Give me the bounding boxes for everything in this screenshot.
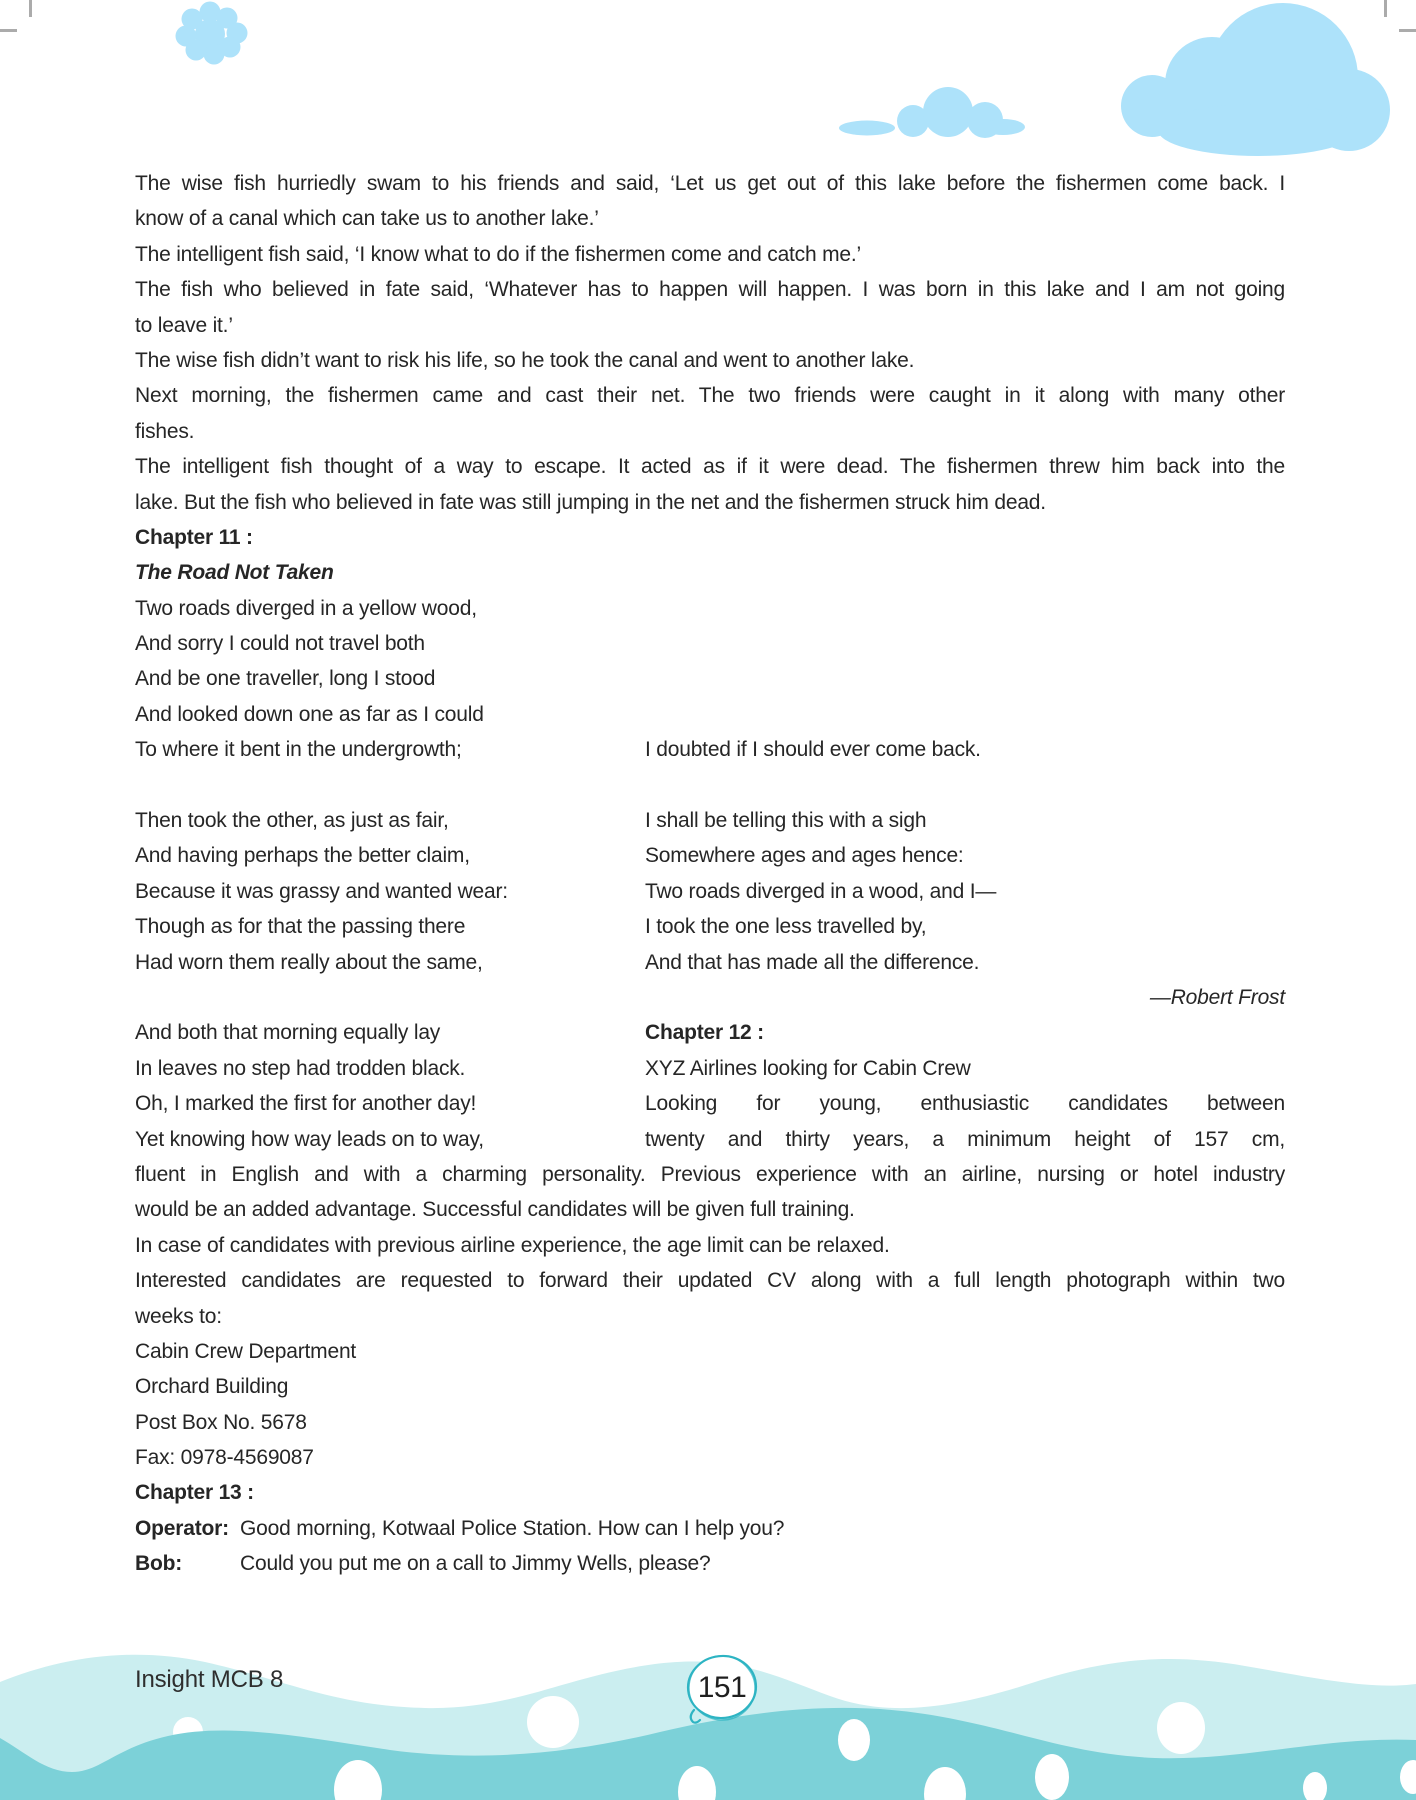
story-line: lake. But the fish who believed in fate was still jumping in the net and the fishermen struck him dead. — [135, 490, 1046, 514]
small-cloud-icon — [839, 87, 1025, 138]
poem-row — [135, 732, 1285, 767]
poem-line: And that has made all the difference. — [645, 950, 980, 974]
footer-book-title: Insight MCB 8 — [135, 1666, 284, 1693]
ad-line: weeks to: — [135, 1304, 222, 1328]
ad-line: Looking for young, enthusiastic candidates between — [645, 1092, 1285, 1116]
ad-title: XYZ Airlines looking for Cabin Crew — [645, 1056, 971, 1080]
poem-line: Oh, I marked the first for another day! — [135, 1092, 477, 1116]
dialogue-speaker: Bob: — [135, 1552, 183, 1576]
poem-line: And be one traveller, long I stood — [135, 667, 436, 691]
ad-line: fluent in English and with a charming personality. Previous experience with an airline, nursing or hotel industry — [135, 1162, 1285, 1186]
poem-line: Because it was grassy and wanted wear: — [135, 879, 508, 903]
poem-row — [135, 1051, 1285, 1086]
poem-line: Two roads diverged in a yellow wood, — [135, 596, 477, 620]
large-cloud-icon — [1121, 3, 1390, 156]
dialogue-text: Could you put me on a call to Jimmy Wells, please? — [240, 1552, 711, 1576]
cloud-decoration — [0, 0, 1416, 175]
poem-line: And having perhaps the better claim, — [135, 844, 470, 868]
page-number: 151 — [697, 1671, 747, 1704]
story-line: fishes. — [135, 419, 195, 443]
chapter-13-heading: Chapter 13 : — [135, 1481, 254, 1505]
poem-line: Though as for that the passing there — [135, 915, 466, 939]
page-content — [135, 166, 1285, 1582]
contact-line: Post Box No. 5678 — [135, 1410, 307, 1434]
story-line: The fish who believed in fate said, ‘Whatever has to happen will happen. I was born in this lake and I am not going — [135, 278, 1285, 302]
chapter-12-heading: Chapter 12 : — [645, 1021, 764, 1045]
poem-line: Had worn them really about the same, — [135, 950, 483, 974]
poem-line: In leaves no step had trodden black. — [135, 1056, 466, 1080]
poem-row — [135, 909, 1285, 944]
chapter-11-heading: Chapter 11 : — [135, 525, 253, 549]
poem-line: And both that morning equally lay — [135, 1021, 441, 1045]
story-line: to leave it.’ — [135, 313, 233, 337]
bubble-notch — [527, 1696, 579, 1748]
poem-line: Then took the other, as just as fair, — [135, 809, 449, 833]
contact-line: Fax: 0978-4569087 — [135, 1446, 314, 1470]
story-line: know of a canal which can take us to another lake.’ — [135, 207, 599, 231]
poem-line: And looked down one as far as I could — [135, 702, 484, 726]
poem-line: Two roads diverged in a wood, and I— — [645, 879, 997, 903]
flower-cloud-icon — [176, 2, 248, 65]
wave-decoration — [0, 1440, 1416, 1800]
story-line: Next morning, the fishermen came and cast their net. The two friends were caught in it along with many other — [135, 384, 1285, 408]
poem-row — [135, 1122, 1285, 1157]
poem-line: Somewhere ages and ages hence: — [645, 844, 964, 868]
poem-line: To where it bent in the undergrowth; — [135, 738, 462, 762]
poem-line: I shall be telling this with a sigh — [645, 809, 927, 833]
dialogue-text: Good morning, Kotwaal Police Station. How can I help you? — [240, 1516, 785, 1540]
poem-row — [135, 1015, 1285, 1050]
ad-line: would be an added advantage. Successful candidates will be given full training. — [135, 1198, 855, 1222]
poem-title: The Road Not Taken — [135, 561, 334, 585]
poem-row — [135, 874, 1285, 909]
blank-line — [135, 768, 1285, 803]
poem-row — [135, 945, 1285, 980]
story-line: The wise fish didn’t want to risk his life, so he took the canal and went to another lake. — [135, 348, 915, 372]
story-line: The intelligent fish said, ‘I know what to do if the fishermen come and catch me.’ — [135, 242, 861, 266]
story-line: The wise fish hurriedly swam to his friends and said, ‘Let us get out of this lake before the fishermen come back. I — [135, 172, 1285, 195]
poem-author: —Robert Frost — [1149, 985, 1285, 1009]
poem-row — [135, 838, 1285, 873]
poem-line: I took the one less travelled by, — [645, 915, 927, 939]
story-line: The intelligent fish thought of a way to escape. It acted as if it were dead. The fishermen threw him back into the — [135, 455, 1285, 479]
ad-note: In case of candidates with previous airline experience, the age limit can be relaxed. — [135, 1233, 890, 1257]
ad-line: Interested candidates are requested to forward their updated CV along with a full length photograph within two — [135, 1269, 1285, 1293]
poem-line: I doubted if I should ever come back. — [645, 738, 981, 762]
ad-line: twenty and thirty years, a minimum height of 157 cm, — [645, 1127, 1285, 1151]
poem-line: Yet knowing how way leads on to way, — [135, 1127, 484, 1151]
poem-row — [135, 803, 1285, 838]
contact-line: Cabin Crew Department — [135, 1339, 357, 1363]
dialogue-speaker: Operator: — [135, 1516, 229, 1540]
page-number-badge — [684, 1650, 760, 1726]
poem-line: And sorry I could not travel both — [135, 632, 425, 656]
contact-line: Orchard Building — [135, 1375, 289, 1399]
poem-row — [135, 1086, 1285, 1121]
